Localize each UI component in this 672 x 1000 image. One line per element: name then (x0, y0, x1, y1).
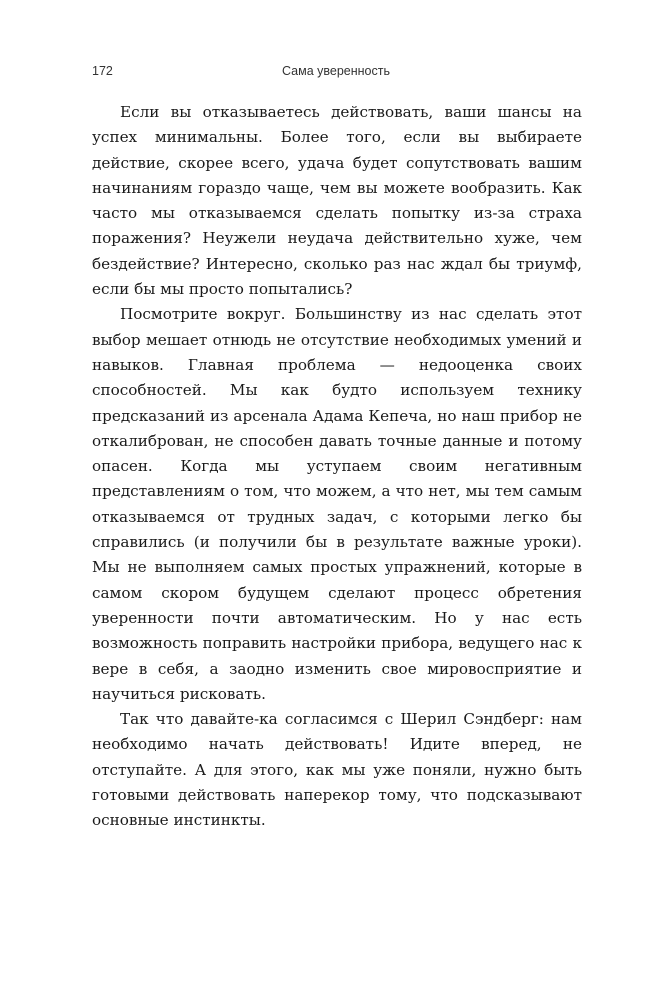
paragraph-3: Так что давайте-ка согласимся с Шерил Сэндберг: нам необходимо начать действовать! Идите вперед, не отступайте. А для этого, как мы уже поняли, нужно быть готовыми действовать наперекор тому, что подсказывают основные инстинкты. (92, 710, 582, 830)
paragraph-2: Посмотрите вокруг. Большинству из нас сделать этот выбор мешает отнюдь не отсутствие необходимых умений и навыков. Главная проблема — недооценка своих способностей. Мы как будто используем технику предсказаний из арсенала Адама Кепеча, но наш прибор не откалиброван, не способен давать точные данные и потому опасен. Когда мы уступаем своим негативным представлениям о том, что можем, а что нет, мы тем самым отказываемся от трудных задач, с которыми легко бы справились (и получили бы в результате важные уроки). Мы не выполняем самых простых упражнений, которые в самом скором будущем сделают процесс обретения уверенности почти автоматическим. Но у нас есть возможность поправить настройки прибора, ведущего нас к вере в себя, а заодно изменить свое мировосприятие и научиться рисковать. (92, 305, 582, 703)
body-text (92, 100, 582, 834)
paragraph-1: Если вы отказываетесь действовать, ваши шансы на успех минимальны. Более того, если вы выбираете действие, скорее всего, удача будет сопутствовать вашим начинаниям гораздо чаще, чем вы можете вообразить. Как часто мы отказываемся сделать попытку из-за страха поражения? Неужели неудача действительно хуже, чем бездействие? Интересно, сколько раз нас ждал бы триумф, если бы мы просто попытались? (92, 103, 582, 299)
page-number: 172 (92, 64, 113, 78)
running-title: Сама уверенность (282, 64, 390, 78)
page-header (92, 64, 580, 84)
